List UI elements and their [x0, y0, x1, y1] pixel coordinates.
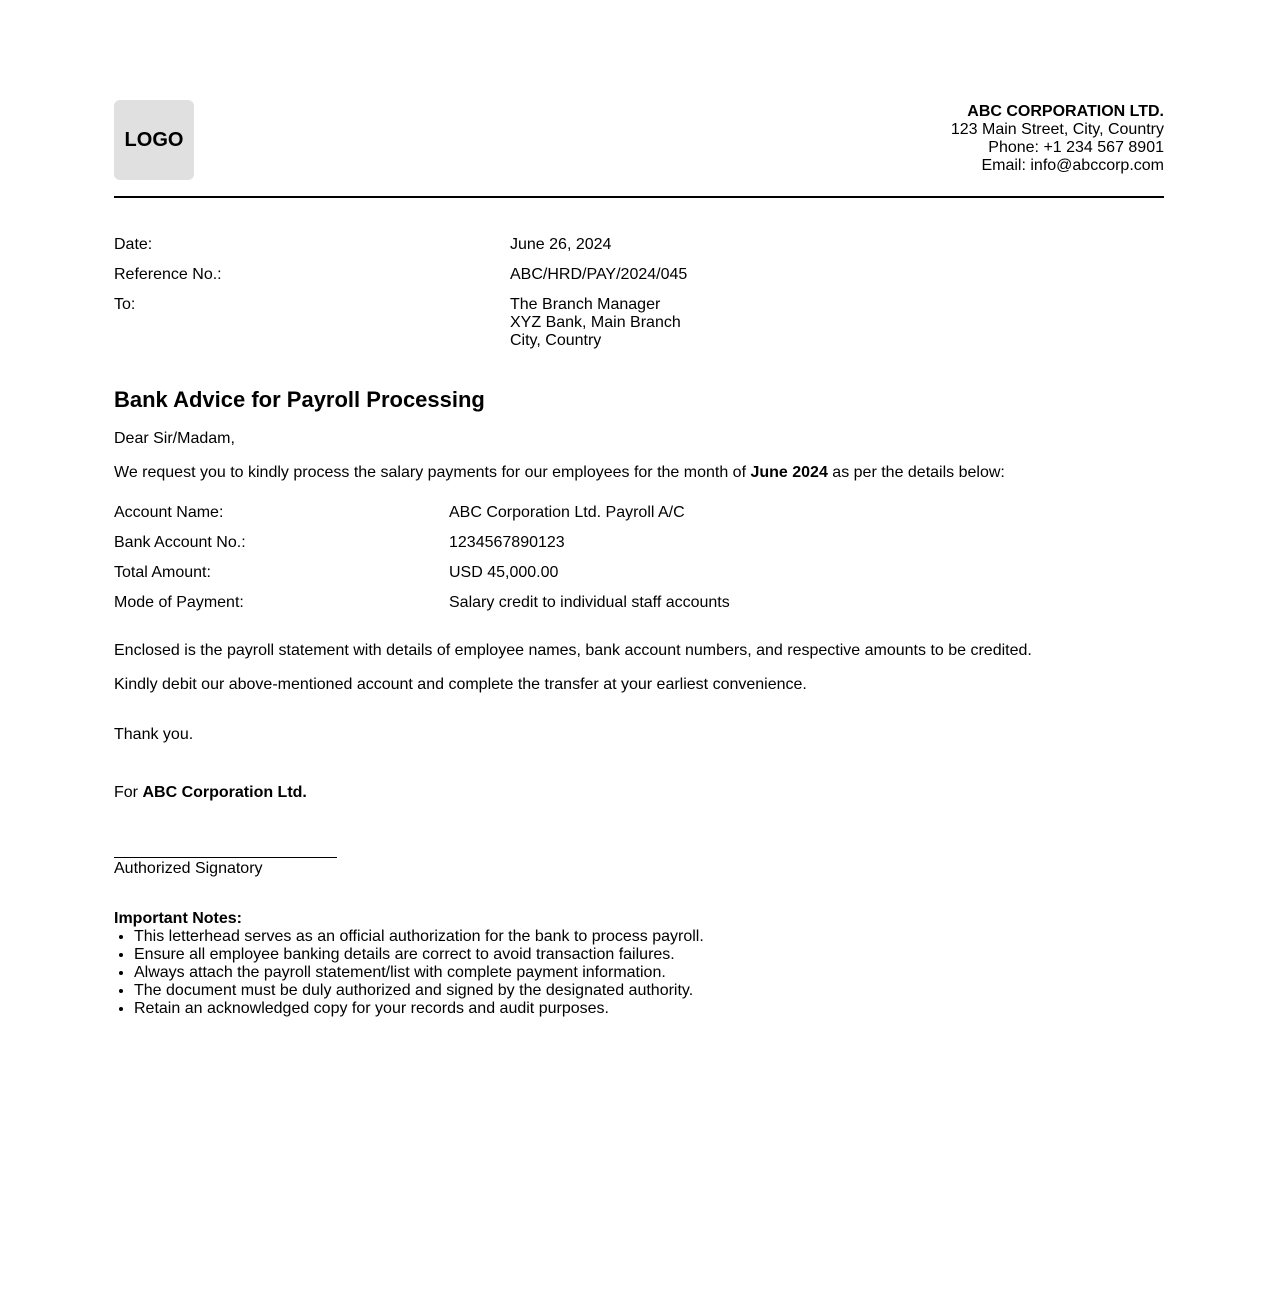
- recipient-label: To:: [114, 296, 136, 313]
- note-item: • This letterhead serves as an official authorization for the bank to process payroll.: [134, 928, 704, 946]
- recipient-line: XYZ Bank, Main Branch: [510, 314, 681, 331]
- detail-label: Mode of Payment:: [114, 594, 244, 611]
- date-label: Date:: [114, 236, 153, 253]
- letter-meta: [114, 236, 1164, 362]
- detail-row-payment-mode: [114, 594, 730, 612]
- detail-label: Total Amount:: [114, 564, 211, 581]
- note-item: • Always attach the payroll statement/list with complete payment information.: [134, 964, 704, 982]
- reference-value: ABC/HRD/PAY/2024/045: [510, 266, 688, 283]
- company-phone: Phone: +1 234 567 8901: [988, 139, 1164, 156]
- detail-row-total-amount: [114, 564, 730, 582]
- detail-value: ABC Corporation Ltd. Payroll A/C: [449, 504, 685, 521]
- signatory-label: Authorized Signatory: [114, 860, 263, 877]
- detail-row-account-name: [114, 504, 730, 522]
- date-row: [114, 236, 1164, 254]
- detail-value: USD 45,000.00: [449, 564, 559, 581]
- note-item: • Retain an acknowledged copy for your records and audit purposes.: [134, 1000, 704, 1018]
- debit-request-paragraph: Kindly debit our above-mentioned account and complete the transfer at your earliest convenience.: [114, 676, 807, 693]
- recipient-line: City, Country: [510, 332, 602, 349]
- reference-label: Reference No.:: [114, 266, 222, 283]
- detail-value: 1234567890123: [449, 534, 565, 551]
- detail-value: Salary credit to individual staff accounts: [449, 594, 730, 611]
- notes-list: [114, 928, 704, 1018]
- letterhead: [114, 100, 1164, 198]
- note-item: • The document must be duly authorized and signed by the designated authority.: [134, 982, 704, 1000]
- signature-line: [114, 857, 337, 858]
- salutation: Dear Sir/Madam,: [114, 430, 235, 447]
- closing-thanks: Thank you.: [114, 726, 194, 743]
- for-prefix: For: [114, 784, 143, 801]
- company-logo: LOGO: [114, 100, 194, 180]
- letter-title: Bank Advice for Payroll Processing: [114, 387, 485, 412]
- reference-row: [114, 266, 1164, 284]
- recipient-line: The Branch Manager: [510, 296, 661, 313]
- intro-month: June 2024: [750, 464, 828, 481]
- note-item: • Ensure all employee banking details are correct to avoid transaction failures.: [134, 946, 704, 964]
- intro-text-end: as per the details below:: [827, 464, 1005, 481]
- letter-page: [114, 100, 1164, 1017]
- important-notes: [114, 910, 704, 1018]
- enclosure-paragraph: Enclosed is the payroll statement with details of employee names, bank account numbers, and respective amounts to be credited.: [114, 642, 1032, 659]
- notes-title: Important Notes:: [114, 910, 242, 927]
- account-details: [114, 504, 730, 624]
- detail-row-account-no: [114, 534, 730, 552]
- for-company-name: ABC Corporation Ltd.: [142, 784, 307, 801]
- detail-label: Account Name:: [114, 504, 224, 521]
- company-email: Email: info@abccorp.com: [981, 157, 1164, 174]
- date-value: June 26, 2024: [510, 236, 612, 253]
- recipient-row: [114, 296, 1164, 350]
- company-name: ABC CORPORATION LTD.: [967, 103, 1164, 120]
- intro-paragraph: [114, 464, 1005, 482]
- company-info: [951, 103, 1164, 175]
- for-company-line: [114, 784, 307, 802]
- company-address: 123 Main Street, City, Country: [950, 121, 1164, 138]
- intro-text: We request you to kindly process the salary payments for our employees for the month of: [114, 464, 751, 481]
- detail-label: Bank Account No.:: [114, 534, 246, 551]
- recipient-address: [510, 296, 681, 350]
